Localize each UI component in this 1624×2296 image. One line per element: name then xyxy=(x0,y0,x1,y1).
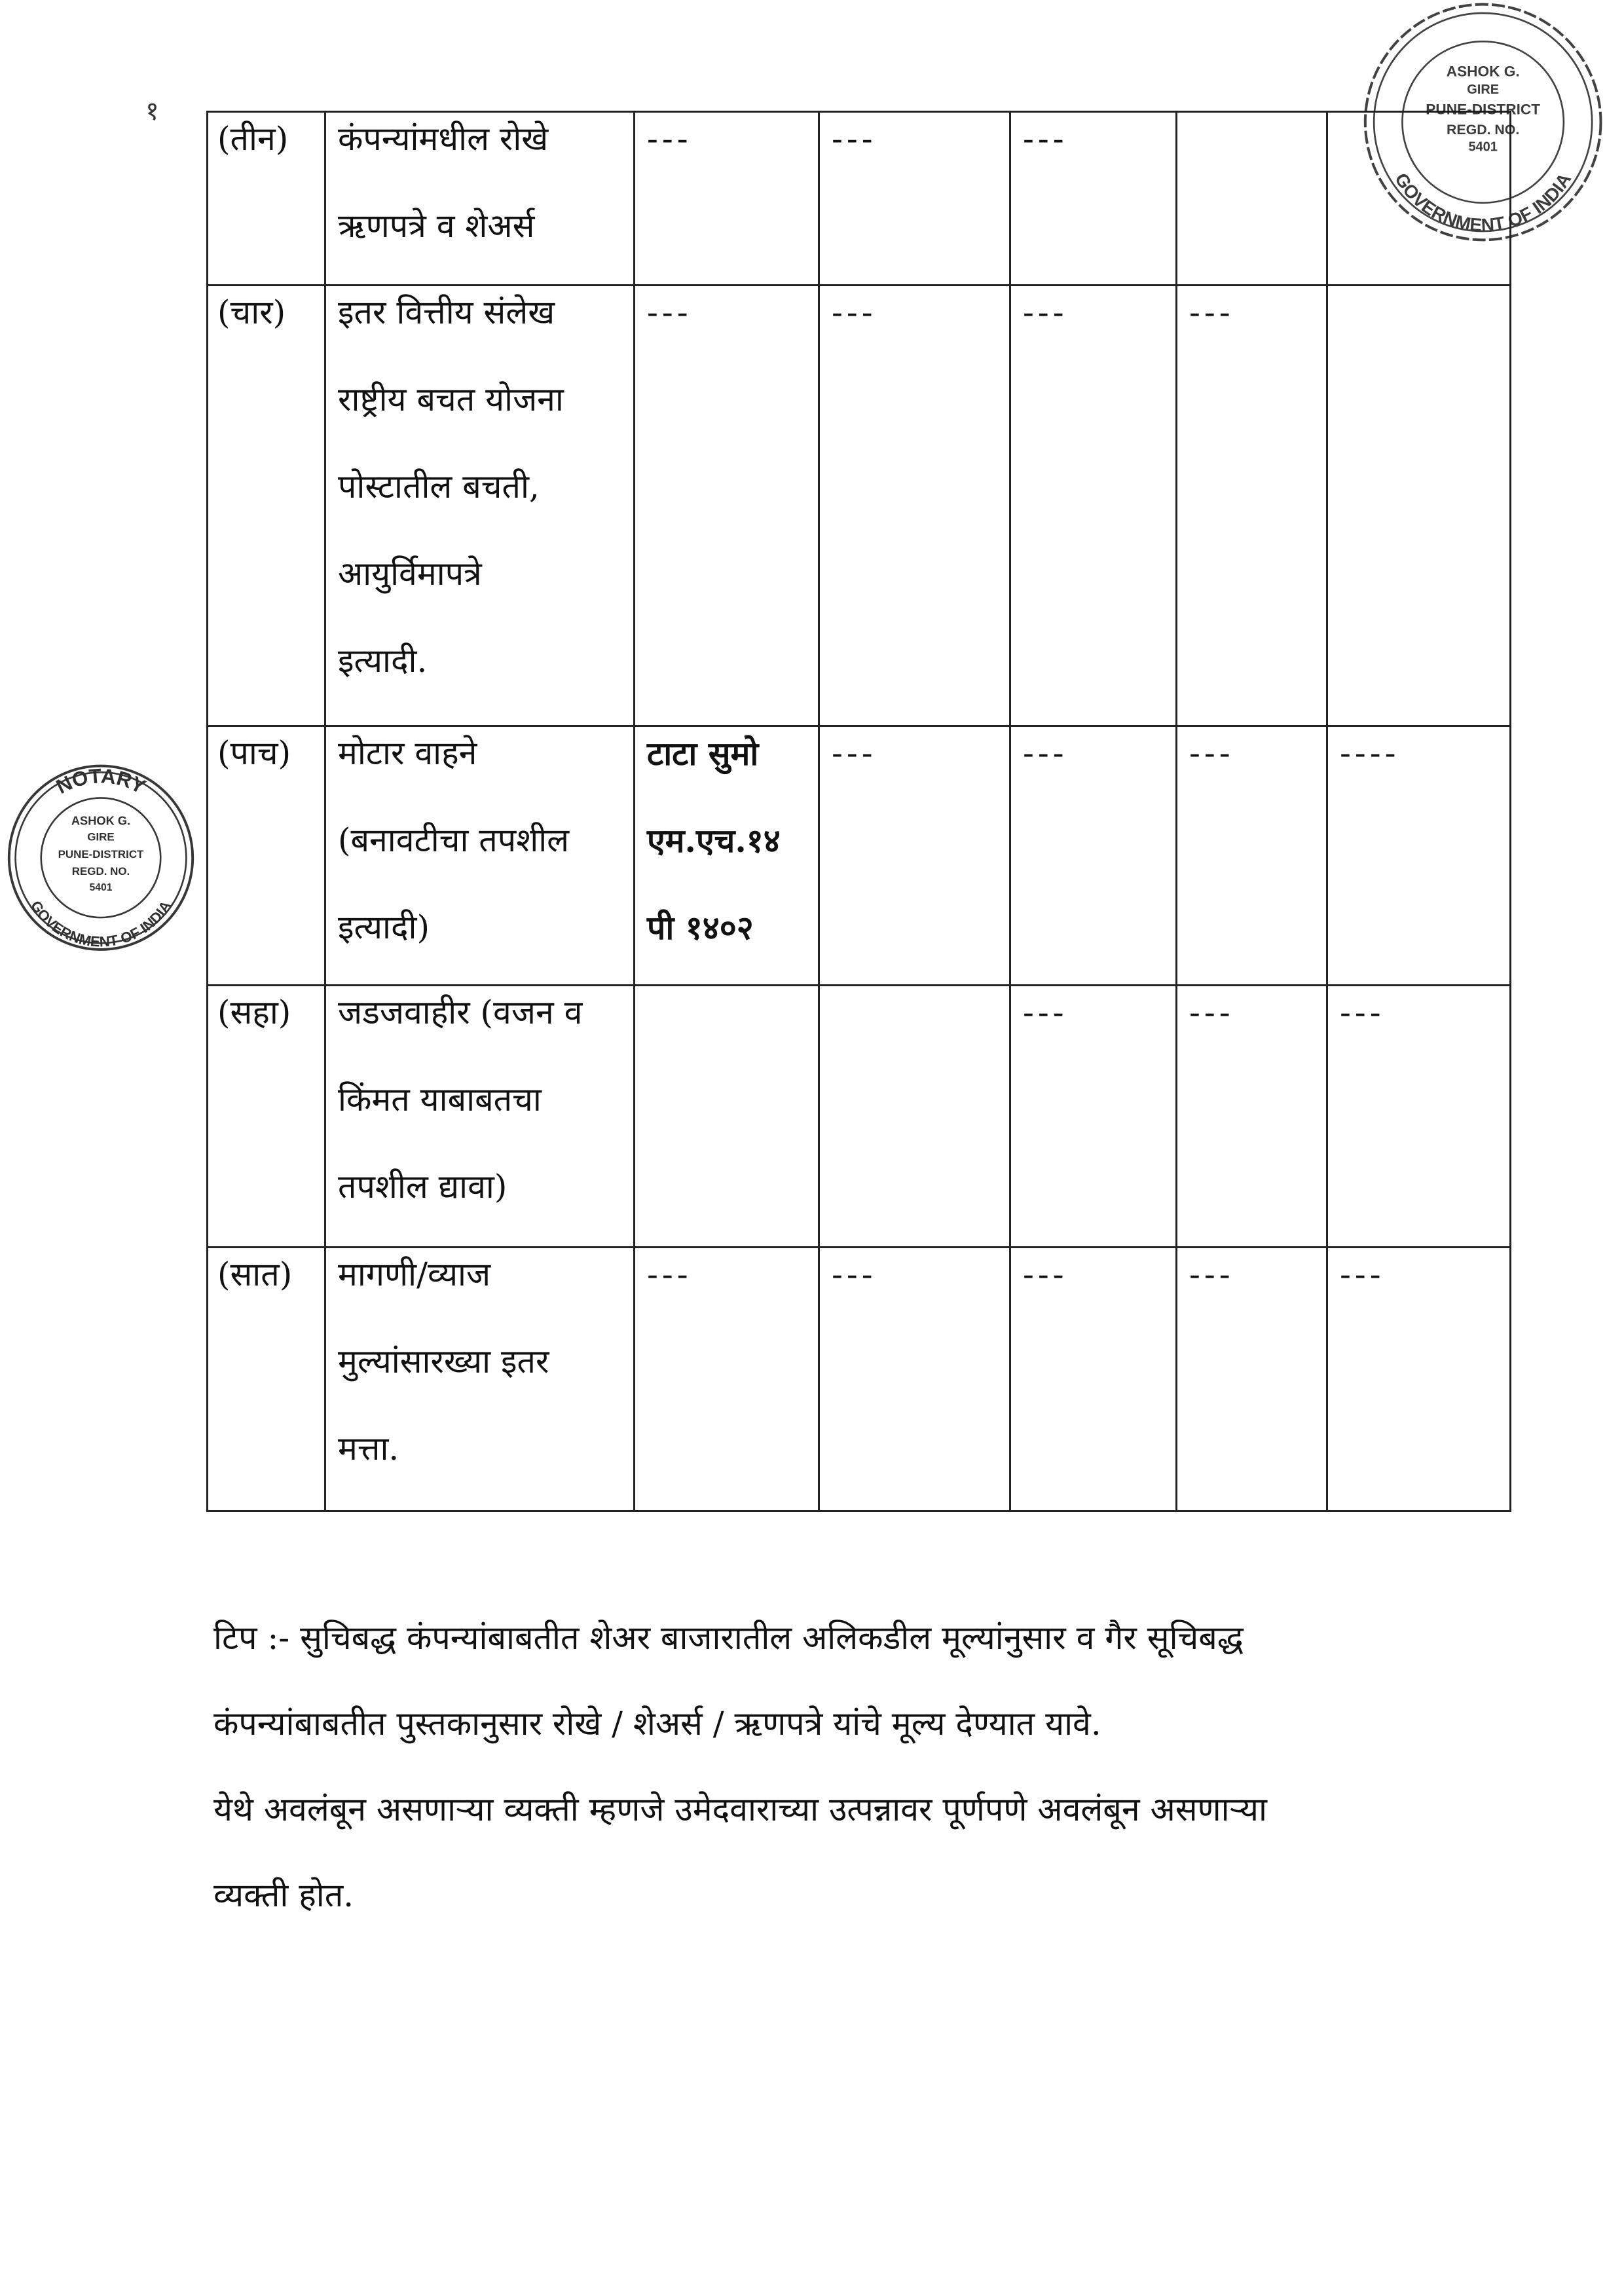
stamp-regno: 5401 xyxy=(89,881,113,893)
stamp-name: ASHOK G. xyxy=(1446,63,1520,80)
value-cell xyxy=(635,986,819,1248)
description-line: इत्यादी) xyxy=(338,908,430,946)
value-cell xyxy=(1327,726,1511,986)
description-line: आयुर्विमापत्रे xyxy=(338,555,482,593)
cell-value: --- xyxy=(1189,1255,1234,1293)
value-cell xyxy=(1010,986,1177,1248)
cell-value: --- xyxy=(1023,734,1068,772)
cell-value: --- xyxy=(1023,293,1068,331)
asset-description xyxy=(325,986,635,1248)
footnote-line: टिप :- सुचिबद्ध कंपन्यांबाबतीत शेअर बाजारातील अलिकडील मूल्यांनुसार व गैर सूचिबद्ध xyxy=(213,1619,1244,1657)
value-cell xyxy=(635,726,819,986)
asset-description xyxy=(325,112,635,286)
cell-value: --- xyxy=(1340,993,1385,1031)
stamp-surname: GIRE xyxy=(87,830,115,843)
cell-value: --- xyxy=(1189,993,1234,1031)
cell-value: --- xyxy=(1023,993,1068,1031)
cell-value: --- xyxy=(832,1255,877,1293)
table-row xyxy=(208,726,1511,986)
cell-value: --- xyxy=(832,293,877,331)
cell-value: --- xyxy=(1023,1255,1068,1293)
cell-value: एम.एच.१४ xyxy=(647,821,781,860)
row-number-text: (पाच) xyxy=(217,734,291,772)
description-line: कंपन्यांमधील रोखे xyxy=(338,120,549,158)
value-cell xyxy=(1177,986,1327,1248)
value-cell xyxy=(1327,286,1511,726)
svg-text:GOVERNMENT OF INDIA xyxy=(28,898,174,950)
description-line: (बनावटीचा तपशील xyxy=(338,821,570,859)
assets-table xyxy=(206,111,1511,1512)
stamp-surname: GIRE xyxy=(1467,83,1500,98)
stamp-regd: REGD. NO. xyxy=(1447,122,1520,138)
table-row xyxy=(208,286,1511,726)
cell-value: --- xyxy=(647,293,692,331)
cell-value: टाटा सुमो xyxy=(647,734,759,773)
stamp-regno: 5401 xyxy=(1468,139,1498,155)
notary-stamp-top-right xyxy=(1356,0,1617,244)
stamp-district: PUNE-DISTRICT xyxy=(1426,101,1541,118)
asset-description xyxy=(325,1248,635,1511)
stamp-name: ASHOK G. xyxy=(71,813,131,828)
footnote-line: येथे अवलंबून असणाऱ्या व्यक्ती म्हणजे उमेदवाराच्या उत्पन्नावर पूर्णपणे अवलंबून असणाऱ्या xyxy=(213,1790,1267,1828)
row-number xyxy=(208,286,325,726)
value-cell xyxy=(635,286,819,726)
stamp-ring-text: GOVERNMENT OF INDIA xyxy=(1391,169,1576,236)
description-line: इत्यादी. xyxy=(338,642,428,680)
row-number-text: (सात) xyxy=(217,1255,293,1293)
value-cell xyxy=(1327,1248,1511,1511)
row-number-text: (तीन) xyxy=(217,120,289,158)
description-line: जडजवाहीर (वजन व xyxy=(338,993,583,1031)
value-cell xyxy=(1010,112,1177,286)
description-line: मुल्यांसारख्या इतर xyxy=(338,1342,549,1380)
cell-value: --- xyxy=(832,120,877,158)
value-cell xyxy=(1177,286,1327,726)
description-line: राष्ट्रीय बचत योजना xyxy=(338,380,564,418)
value-cell xyxy=(1010,286,1177,726)
row-number xyxy=(208,726,325,986)
table-row xyxy=(208,1248,1511,1511)
value-cell xyxy=(1177,1248,1327,1511)
description-line: मत्ता. xyxy=(338,1430,399,1468)
cell-value: --- xyxy=(647,120,692,158)
description-line: तपशील द्यावा) xyxy=(338,1168,507,1206)
description-line: ऋणपत्रे व शेअर्स xyxy=(338,207,535,245)
value-cell xyxy=(635,112,819,286)
notary-stamp-left xyxy=(3,753,199,958)
value-cell xyxy=(1327,986,1511,1248)
svg-text:NOTARY xyxy=(52,764,149,798)
row-number xyxy=(208,112,325,286)
footnote-line: कंपन्यांबाबतीत पुस्तकानुसार रोखे / शेअर्स / ऋणपत्रे यांचे मूल्य देण्यात यावे. xyxy=(213,1705,1101,1743)
cell-value: ---- xyxy=(1340,734,1400,772)
description-line: किंमत याबाबतचा xyxy=(338,1081,542,1119)
value-cell xyxy=(635,1248,819,1511)
asset-description xyxy=(325,286,635,726)
row-number xyxy=(208,986,325,1248)
description-line: मोटार वाहने xyxy=(338,734,477,772)
value-cell xyxy=(819,986,1010,1248)
value-cell xyxy=(819,726,1010,986)
asset-description xyxy=(325,726,635,986)
table-row xyxy=(208,112,1511,286)
row-number-text: (सहा) xyxy=(217,993,291,1031)
value-cell xyxy=(1177,726,1327,986)
cell-value: --- xyxy=(647,1255,692,1293)
stamp-district: PUNE-DISTRICT xyxy=(58,847,144,861)
description-line: पोस्टातील बचती, xyxy=(338,468,540,506)
stamp-ring-bottom: GOVERNMENT OF INDIA xyxy=(27,897,175,950)
value-cell xyxy=(819,1248,1010,1511)
cell-value: --- xyxy=(1340,1255,1385,1293)
value-cell xyxy=(1177,112,1327,286)
value-cell xyxy=(819,286,1010,726)
description-line: मागणी/व्याज xyxy=(338,1255,491,1293)
cell-value: --- xyxy=(1023,120,1068,158)
stamp-ring-top: NOTARY xyxy=(52,764,149,799)
cell-value: पी १४०२ xyxy=(647,908,754,947)
description-line: इतर वित्तीय संलेख xyxy=(338,293,555,331)
row-number-text: (चार) xyxy=(217,293,286,331)
footnote xyxy=(213,1595,1458,1938)
row-number xyxy=(208,1248,325,1511)
cell-value: --- xyxy=(832,734,877,772)
stamp-regd: REGD. NO. xyxy=(71,864,130,878)
value-cell xyxy=(1010,726,1177,986)
footnote-line: व्यक्ती होत. xyxy=(213,1876,354,1914)
page-corner-mark: १ xyxy=(145,96,159,126)
value-cell xyxy=(819,112,1010,286)
value-cell xyxy=(1010,1248,1177,1511)
cell-value: --- xyxy=(1189,734,1234,772)
cell-value: --- xyxy=(1189,293,1234,331)
table-row xyxy=(208,986,1511,1248)
